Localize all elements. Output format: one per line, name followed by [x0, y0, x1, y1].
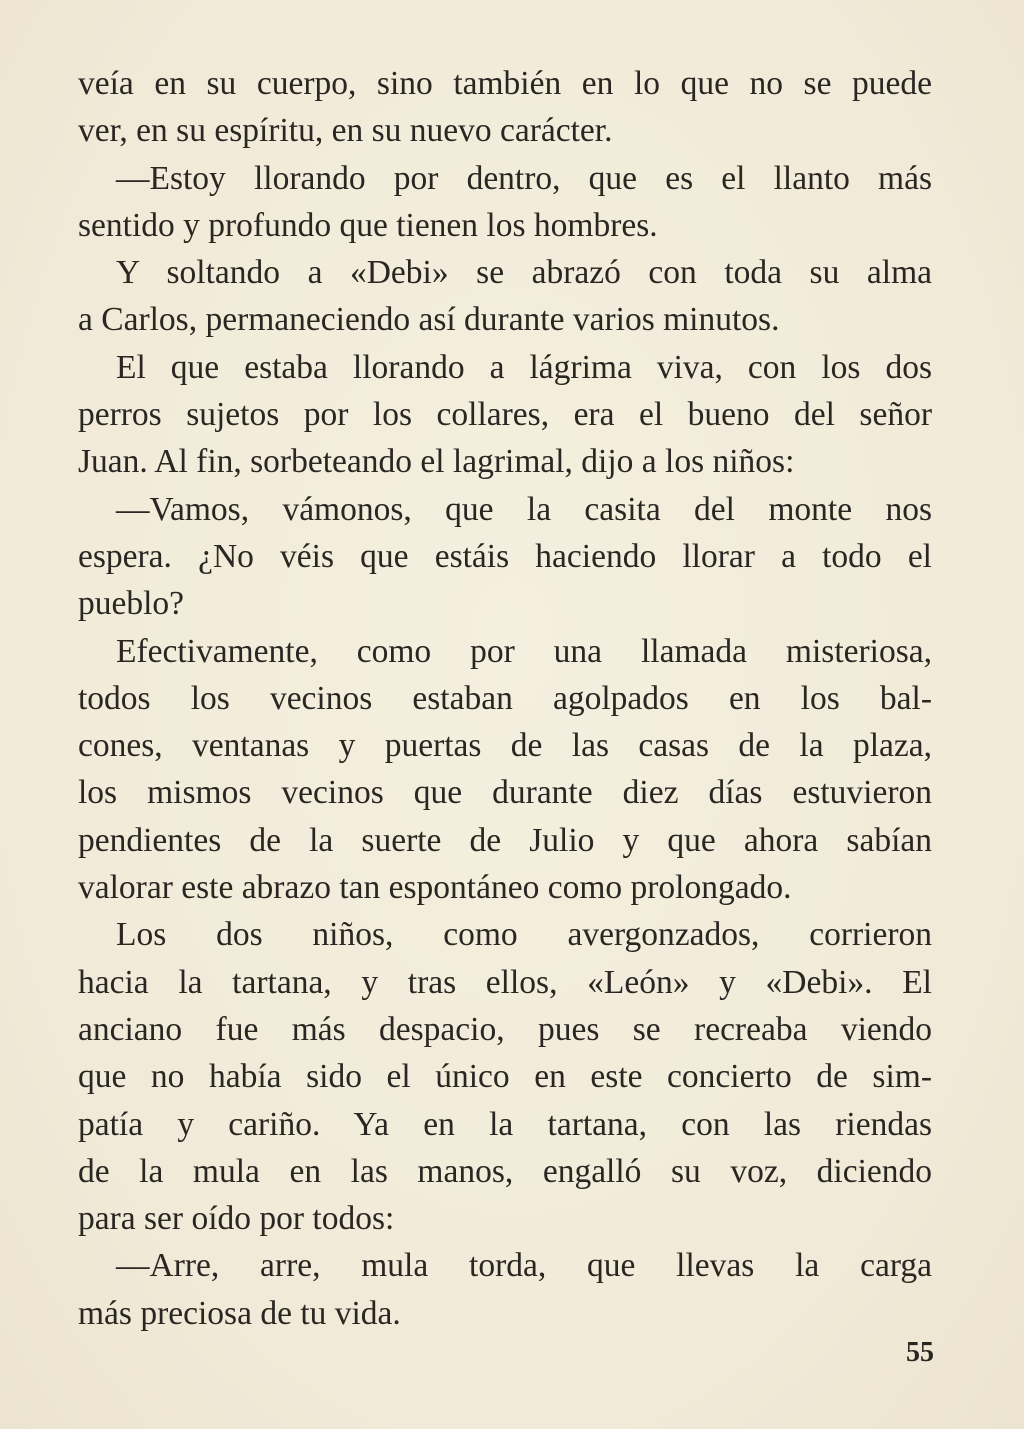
- text-line: cones, ventanas y puertas de las casas de la plaza,: [78, 727, 932, 765]
- text-line: que no había sido el único en este concierto de sim-: [78, 1058, 932, 1096]
- text-line: —Vamos, vámonos, que la casita del monte nos: [116, 490, 932, 528]
- text-line: ver, en su espíritu, en su nuevo carácter.: [78, 112, 613, 150]
- text-line: los mismos vecinos que durante diez días estuvieron: [78, 774, 932, 812]
- text-line: patía y cariño. Ya en la tartana, con las riendas: [78, 1105, 932, 1143]
- page-number: 55: [906, 1337, 934, 1368]
- text-line: de la mula en las manos, engalló su voz, diciendo: [78, 1152, 932, 1190]
- text-line: espera. ¿No véis que estáis haciendo llorar a todo el: [78, 537, 932, 575]
- text-line: Juan. Al fin, sorbeteando el lagrimal, dijo a los niños:: [78, 443, 795, 481]
- text-line: anciano fue más despacio, pues se recreaba viendo: [78, 1010, 932, 1048]
- text-line: sentido y profundo que tienen los hombres.: [78, 206, 658, 244]
- text-line: valorar este abrazo tan espontáneo como prolongado.: [78, 869, 792, 907]
- text-line: Y soltando a «Debi» se abrazó con toda su alma: [116, 254, 932, 292]
- text-line: hacia la tartana, y tras ellos, «León» y «Debi». El: [78, 963, 932, 1001]
- text-line: pendientes de la suerte de Julio y que ahora sabían: [78, 821, 932, 859]
- text-line: perros sujetos por los collares, era el bueno del señor: [78, 396, 932, 434]
- text-line: todos los vecinos estaban agolpados en los bal-: [78, 679, 932, 717]
- text-line: —Estoy llorando por dentro, que es el llanto más: [116, 159, 932, 197]
- text-line: El que estaba llorando a lágrima viva, con los dos: [116, 348, 932, 386]
- text-line: pueblo?: [78, 585, 185, 623]
- text-line: Efectivamente, como por una llamada misteriosa,: [116, 632, 932, 670]
- text-line: a Carlos, permaneciendo así durante varios minutos.: [78, 301, 780, 339]
- text-line: para ser oído por todos:: [78, 1200, 395, 1238]
- text-line: —Arre, arre, mula torda, que llevas la carga: [116, 1247, 932, 1285]
- text-line: Los dos niños, como avergonzados, corrieron: [116, 916, 932, 954]
- text-line: veía en su cuerpo, sino también en lo que no se puede: [78, 65, 932, 102]
- text-line: más preciosa de tu vida.: [78, 1294, 401, 1332]
- body-text: [78, 60, 932, 1337]
